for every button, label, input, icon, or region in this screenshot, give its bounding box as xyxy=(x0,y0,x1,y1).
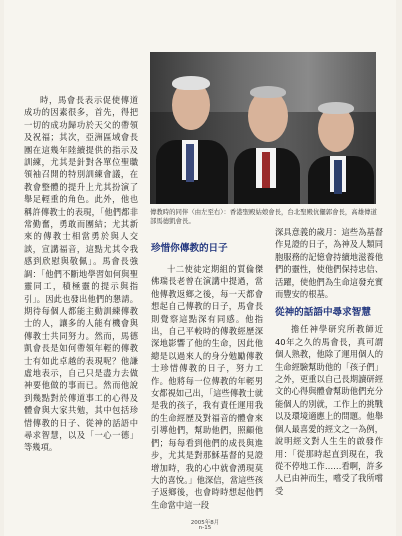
footer-date: 2005年8月 xyxy=(190,520,220,526)
body-paragraph: 十二使徒定期組的質倫傑佛瑞長老曾在演講中提過，當他傳教返鄉之後，每一天都會想起自己傳教的日子，馬會長則覺察這點深有同感。他指出，自己平較時的傳教經歷深深地影響了他的生命，因此他總是以過來人的身分勉勵傳教士珍惜傳教的日子，努力工作。他將每一位傳教的年輕男女都視如己出，「這些傳教士就是我的孩子，我有責任運用我的生命經歷及對福音的體會來引導他們，幫助他們，照顧他們；每每看到他們的成長與進步，尤其是對那穌基督的見證增加時，我的心中就會湧現莫大的喜悅。」他深信，當這些孩子返鄉後，也會時時想起他們生命當中這一段 xyxy=(151,264,264,510)
body-paragraph: 時，馬會長表示促使傳道成功的因素很多，首先，得把一切的成功歸功於天父的帶領及祝福；其次，亞洲區域會長團在這幾年陸續提供的指示及訓練，尤其是針對各單位聖職領袖召開的特別訓練會議，在教會整體的提升上尤其扮演了舉足輕重的角色。此外，他也稱許傳教士的表現，「他們都非常勤奮，勇敢而團結；尤其新來的傳教士相當勇於與人交談，宣講福音，這點尤其令我感到欣慰與敬佩」。馬會長強調：「他們不斷地學習如何與聖靈同工，積極靈的提示與指引」。因此也發出他們的懇請。期待每個人都能主動訓練傳教士的人，讓多的人能有機會與傳教士共同努力。然而，馬德凱會長是如何帶領年輕的傳教士有如此卓越的表現呢？他謙虛地表示，自己只是盡力去做神要他做的事而已。然而他說到幾點對於傳道事工的心得及體會與大家共勉，其中包括珍惜傳教的日子、從神的話語中尋求智慧，以及「一心一德」等幾項。 xyxy=(24,95,138,453)
body-paragraph: 深具意義的歲月：這些為基督作見證的日子，為神及人類同胞服務的記憶會持續地滋養他們的靈性，使他們保持忠信、活躍，使他們為生命這發充實而豐安的根基。 xyxy=(275,227,383,300)
section-heading-cherish: 珍惜你傳教的日子 xyxy=(151,243,228,254)
column-right xyxy=(275,226,383,497)
photo-caption: 傳教時的同伴（由左至右）：香港聖殿姑娘會長，台北聖殿伉儷郭會長，高雄傳道部馬德凱會長。 xyxy=(150,208,377,225)
group-photo xyxy=(150,52,376,204)
footer-page-number: n-15 xyxy=(198,525,212,531)
magazine-page xyxy=(4,0,396,536)
column-middle xyxy=(151,263,263,511)
column-left xyxy=(24,94,138,454)
body-paragraph: 擔任神學研究所教師近40年之久的馬會長，真可謂個人熟教，他除了運用個人的生命經驗幫助他的「孩子們」之外，更重以自己長期讀研經文的心得與體會幫助他們充分能個人的別就，工作上的挑戰以及環境適應上的問題。他舉個人最喜愛的經文之一為例，說明經文對人生生的啟發作用：「從那時起直到現在，我從不停地工作……看啊，許多人已由神而生，嚐受了我所嚐受 xyxy=(275,324,383,496)
section-heading-wisdom: 從神的話語中尋求智慧 xyxy=(275,307,371,319)
